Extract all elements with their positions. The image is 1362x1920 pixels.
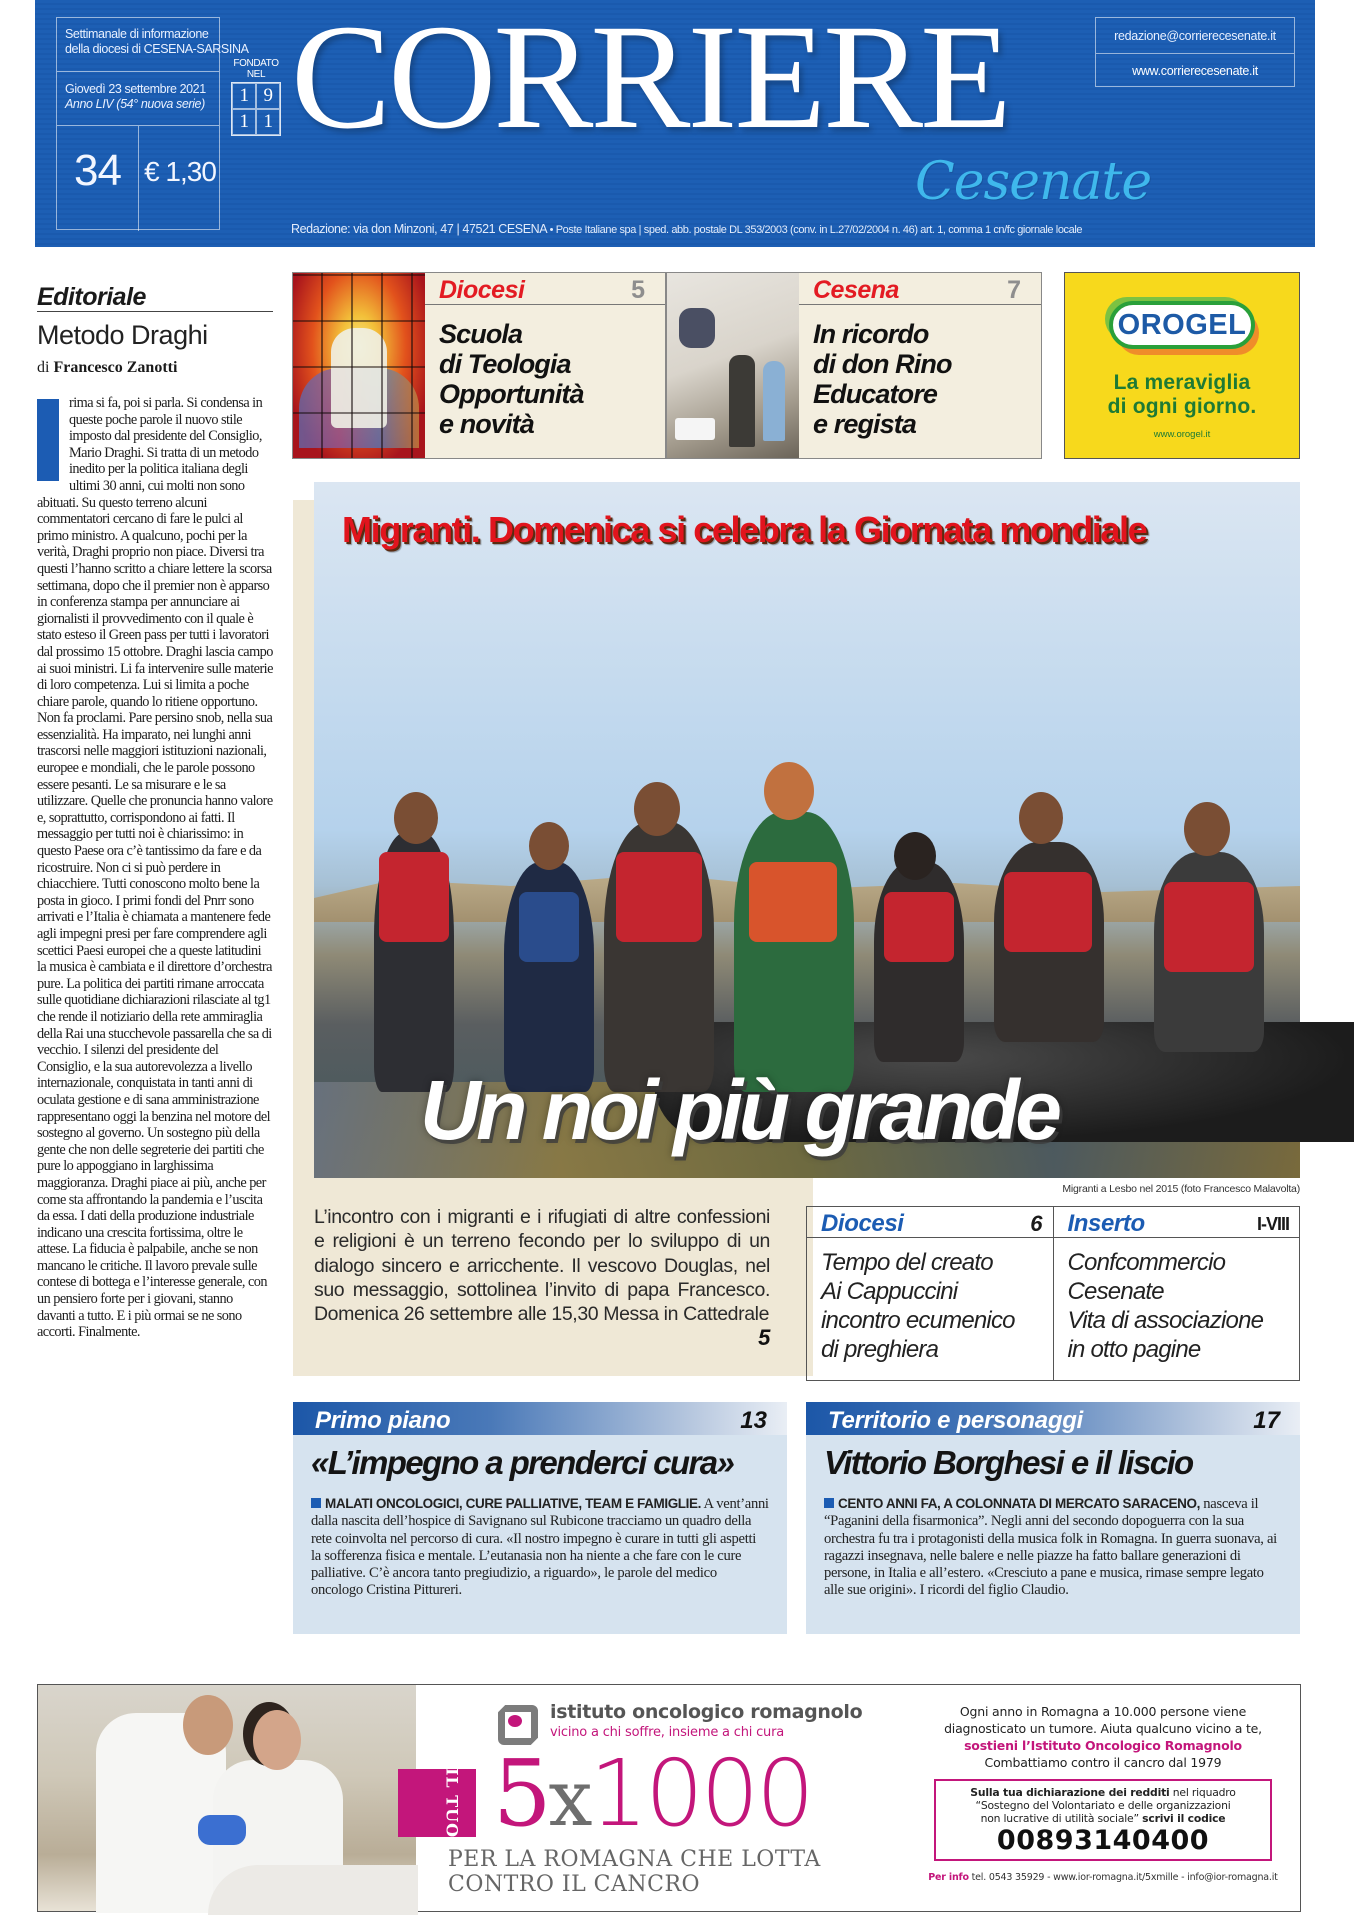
section-body (311, 1495, 769, 1600)
tagline-line-1: Settimanale di informazione (65, 27, 209, 41)
main-page-ref: 5 (758, 1325, 770, 1351)
email-link[interactable]: redazione@corrierecesenate.it (1096, 18, 1294, 54)
issue-date: Giovedì 23 settembre 2021 (65, 82, 206, 96)
photo-caption: Migranti a Lesbo nel 2015 (foto Francesco Malavolta) (1062, 1183, 1300, 1195)
main-kicker: Migranti. Domenica si celebra la Giornata mondiale (342, 509, 1147, 550)
founded-badge (231, 58, 281, 136)
ior-claim: PER LA ROMAGNA CHE LOTTA CONTRO IL CANCRO (448, 1847, 821, 1897)
masthead-info-box (56, 17, 249, 230)
section-label: Territorio e personaggi (828, 1407, 1083, 1434)
teaser-cesena[interactable] (666, 272, 1042, 459)
brief-section: Diocesi (821, 1210, 904, 1237)
il-tuo-badge: IL TUO (398, 1769, 476, 1837)
editorial-column (37, 283, 273, 1341)
section-headline: «L’impegno a prenderci cura» (311, 1444, 734, 1481)
founded-digit: 9 (256, 83, 280, 109)
ior-info-block: Ogni anno in Romagna a 10.000 persone viene diagnosticato un tumore. Aiuta qualcuno vicino a te, sostieni l’Istituto Oncologico Romagnolo Combattiamo contro il cancro dal 1979 Sulla tua dichiarazione dei redditi nel riquadro “Sostegno del Volontariato e delle organizzazioni non lucrative di utilità sociale” scrivi il codice 00893140400 Per info tel. 0543 35929 - www.ior-romagna.it/5xmille - info@ior-romagna.it (918, 1703, 1288, 1886)
teaser-diocesi[interactable] (292, 272, 666, 459)
editorial-address: Redazione: via don Minzoni, 47 | 47521 CESENA (291, 222, 547, 236)
byline-author: Francesco Zanotti (53, 359, 178, 376)
brief-section: Inserto (1067, 1210, 1145, 1237)
section-text: A vent’anni dalla nascita dell’hospice di Savignano sul Rubicone tracciamo un quadro della rete coinvolta nel percorso di cura. «Il nostro impegno è curare in tutti gli aspetti la sofferenza fisica e mentale. L’eutanasia non ha niente a che fare con le cure palliative. C’è ancora tanto pregiudizio, a riguardo», le parole del medico oncologo Cristina Pittureri. (311, 1496, 769, 1599)
section-lead: MALATI ONCOLOGICI, CURE PALLIATIVE, TEAM E FAMIGLIE. (325, 1496, 701, 1511)
main-abstract (314, 1205, 770, 1351)
lab-photo (38, 1685, 416, 1911)
editorial-body (37, 395, 273, 1341)
brief-page: 6 (1030, 1211, 1043, 1236)
byline-prefix: di (37, 359, 50, 376)
section-bar (806, 1402, 1300, 1435)
ior-org-name: istituto oncologico romagnolo (550, 1701, 863, 1723)
section-bar (293, 1402, 787, 1435)
brief-diocesi[interactable] (807, 1207, 1053, 1380)
founded-digit: 1 (232, 83, 256, 109)
section-page: 13 (740, 1407, 767, 1434)
editorial-byline (37, 359, 273, 377)
ior-ad[interactable] (37, 1684, 1301, 1912)
stained-glass-photo (293, 273, 425, 458)
orogel-ad[interactable] (1064, 272, 1300, 459)
5x1000-title: 5x1000 (493, 1740, 812, 1847)
teaser-section: Cesena (813, 276, 899, 304)
issue-date-block (57, 72, 219, 126)
founded-year-grid (231, 82, 281, 136)
section-page: 17 (1253, 1407, 1280, 1434)
editorial-kicker: Editoriale (37, 283, 273, 312)
year-series: Anno LIV (54° nuova serie) (65, 97, 205, 111)
brief-text: Confcommercio Cesenate Vita di associazione in otto pagine (1067, 1249, 1264, 1363)
section-headline: Vittorio Borghesi e il liscio (824, 1444, 1193, 1481)
tax-code-box: Sulla tua dichiarazione dei redditi nel riquadro “Sostegno del Volontariato e delle organizzazioni non lucrative di utilità sociale” scrivi il codice 00893140400 (934, 1779, 1272, 1861)
ior-tagline: vicino a chi soffre, insieme a chi cura (550, 1725, 784, 1740)
square-bullet-icon (311, 1498, 321, 1508)
issue-number: 34 (57, 126, 139, 231)
brief-text: Tempo del creato Ai Cappuccini incontro ecumenico di preghiera (821, 1249, 1015, 1363)
mountain-mass-photo (667, 273, 799, 458)
orogel-slogan: La meraviglia di ogni giorno. (1107, 371, 1257, 418)
ior-contact[interactable]: Per info tel. 0543 35929 - www.ior-romagna.it/5xmille - info@ior-romagna.it (928, 1872, 1278, 1883)
founded-digit: 1 (232, 109, 256, 135)
people-shapes (354, 792, 1284, 1092)
orogel-logo (1109, 301, 1255, 349)
section-lead: CENTO ANNI FA, A COLONNATA DI MERCATO SARACENO, (838, 1496, 1200, 1511)
orogel-url[interactable]: www.orogel.it (1153, 429, 1211, 440)
masthead (35, 0, 1315, 247)
ior-logo-icon (498, 1705, 538, 1745)
main-abstract-text: L’incontro con i migranti e i rifugiati di altre confessioni e religioni è un terreno fecondo per lo sviluppo di un dialogo sincero e arricchente. Il vescovo Douglas, nel suo messaggio, sottolinea l’invito di papa Francesco. Domenica 26 settembre alle 15,30 Messa in Cattedrale (314, 1206, 770, 1326)
section-label: Primo piano (315, 1407, 451, 1434)
teaser-page: 7 (1007, 276, 1021, 304)
tagline (57, 18, 249, 72)
newspaper-logo-script: Cesenate (915, 152, 1152, 212)
editorial-title[interactable]: Metodo Draghi (37, 320, 208, 350)
editorial-text: rima si fa, poi si parla. Si condensa in queste poche parole il nuovo stile imposto dal presidente del Consiglio, Mario Draghi. Si tratta di un metodo inedito per la politica italiana degli ultimi 30 anni, cui molti non sono abituati. Su questo terreno alcuni commentatori cercano di fare le pulci al primo ministro. A qualcuno, pochi per la verità, Draghi proprio non piace. Diversi tra questi l’hanno scritto a chiare lettere la scorsa settimana, dopo che il premier non è apparso in conferenza stampa per annunciare ai giornalisti il provvedimento con il quale è stato esteso il Green pass per tutti i lavoratori dal prossimo 15 ottobre. Draghi lascia campo ai suoi ministri. Li fa intervenire sulle materie di loro competenza. Lui si limita a poche chiare parole, quando lo ritiene opportuno. Non fa proclami. Pare persino snob, nella sua essenzialità. Ha imparato, nei lunghi anni trascorsi nelle maggiori istituzioni nazionali, europee e mondiali, che le parole possono essere pesanti. Le sa misurare e le sa utilizzare. Quelle che pronuncia hanno valore e, soprattutto, corrispondono ai fatti. Il messaggio per tutti noi è chiarissimo: in questo Paese ora c’è tantissimo da fare e da ricostruire. Non ci si può perdere in chiacchiere. Tutti conoscono molto bene la posta in gioco. I primi fondi del Pnrr sono arrivati e l’Italia è chiamata a mantenere fede agli impegni presi per fare comprendere agli scettici Paesi europei che a queste latitudini la musica è cambiata e il direttore d’orchestra pure. La politica dei partiti rimane arroccata sulle quotidiane dichiarazioni rilasciate al tg1 che rende il notiziario della rete ammiraglia della Rai una stucchevole passarella che sa di vecchio. I silenzi del presidente del Consiglio, e la sua autorevolezza a livello internazionale, conquistata in tanti anni di oculata gestione e di sana amministrazione rappresentano oggi la benzina nel motore del sostegno al governo. Un sostegno più della gente che non delle segreterie dei partiti che pure lo appoggiano in larghissima maggioranza. Draghi piace ai più, anche per come sta affrontando la pandemia e l’uscita da essa. I dati della produzione industriale indicano una crescita fortissima, oltre le attese. La fiducia è palpabile, anche se non mancano le critiche. Il lavoro prevale sulle contese di bottega e l’interesse generale, con un pensiero forte per i giovani, stanno davanti a tutto. E i più ormai se ne sono accorti. Finalmente. (37, 395, 273, 1341)
postal-info: • Poste Italiane spa | sped. abb. postale DL 353/2003 (conv. in L.27/02/2004 n. 46) art. 1, comma 1 cn/fc giornale locale (549, 224, 1083, 236)
founded-digit: 1 (256, 109, 280, 135)
price: € 1,30 (144, 156, 216, 187)
tax-code: 00893140400 (996, 1825, 1210, 1856)
brief-page: I-VIII (1256, 1214, 1289, 1234)
teaser-section: Diocesi (439, 276, 525, 304)
masthead-footer (291, 222, 1082, 238)
newspaper-logo[interactable]: CORRIERE (291, 0, 1009, 160)
teaser-headline: Scuola di Teologia Opportunità e novità (439, 319, 584, 439)
dropcap (37, 399, 59, 481)
section-primo-piano[interactable] (293, 1402, 787, 1634)
section-territorio[interactable] (806, 1402, 1300, 1634)
website-link[interactable]: www.corrierecesenate.it (1132, 64, 1258, 78)
main-headline[interactable]: Un noi più grande (420, 1063, 1058, 1157)
orogel-brand: OROGEL (1117, 309, 1247, 341)
section-body (824, 1495, 1282, 1600)
briefs-box (806, 1206, 1300, 1381)
brief-inserto[interactable] (1053, 1207, 1300, 1380)
square-bullet-icon (824, 1498, 834, 1508)
founded-label: FONDATO NEL (233, 58, 279, 80)
teaser-page: 5 (631, 276, 645, 304)
tagline-line-2: della diocesi di CESENA-SARSINA (65, 42, 249, 56)
teaser-headline: In ricordo di don Rino Educatore e regista (813, 319, 952, 439)
section-text: nasceva il “Paganini della fisarmonica”. Negli anni del secondo dopoguerra con la sua orchestra fu tra i protagonisti della musica folk in Romagna. In guerra suonava, ai ragazzi insegnava, nelle balere e nelle piazze ha fatto ballare generazioni di persone, in Italia e all’estero. «Cresciuto a pane e musica, rimase sempre legato alle sue origini». I ricordi del figlio Claudio. (824, 1496, 1277, 1599)
contact-box (1095, 17, 1295, 87)
